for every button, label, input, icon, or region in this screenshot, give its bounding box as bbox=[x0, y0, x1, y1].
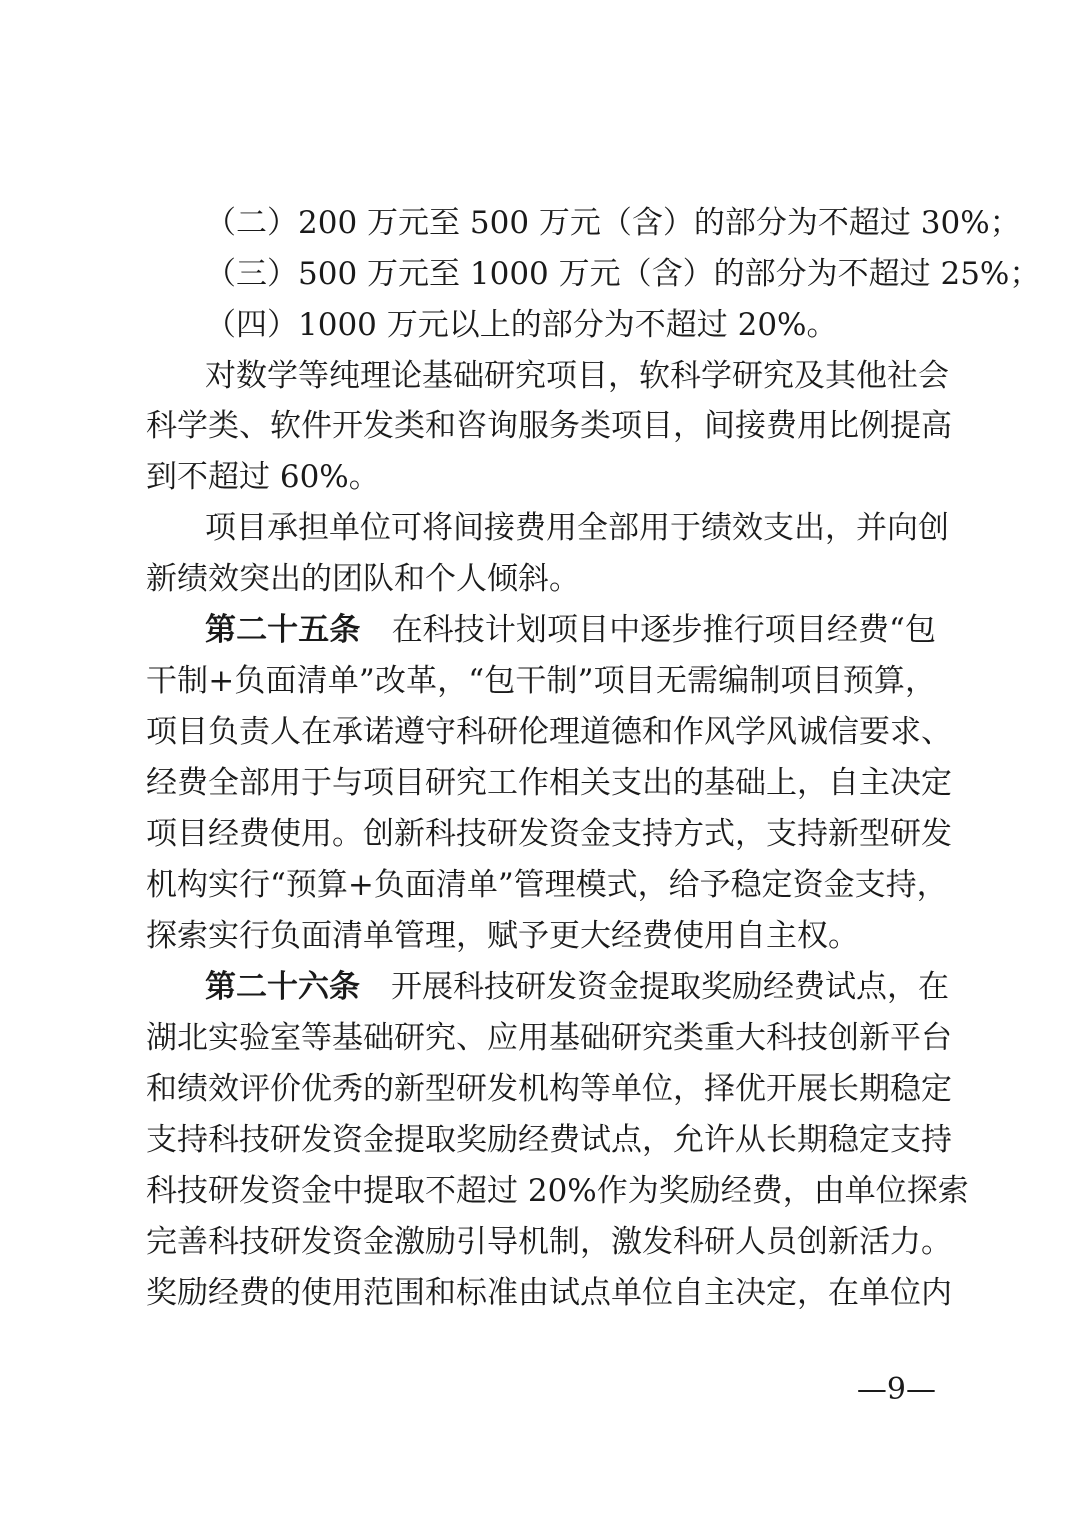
article-26-line: 湖北实验室等基础研究、应用基础研究类重大科技创新平台 bbox=[146, 1020, 952, 1056]
article-26-heading: 第二十六条 bbox=[205, 969, 360, 1005]
article-25-line: 探索实行负面清单管理，赋予更大经费使用自主权。 bbox=[146, 918, 859, 954]
article-25-line: 项目负责人在承诺遵守科研伦理道德和作风学风诚信要求、 bbox=[146, 714, 952, 750]
paragraph-performance-line: 项目承担单位可将间接费用全部用于绩效支出，并向创 bbox=[205, 510, 949, 546]
list-item-2: （二）200 万元至 500 万元（含）的部分为不超过 30%； bbox=[205, 205, 1021, 241]
article-26-line: 科技研发资金中提取不超过 20%作为奖励经费，由单位探索 bbox=[146, 1173, 969, 1209]
paragraph-theory-line: 到不超过 60%。 bbox=[146, 459, 380, 495]
page-number: —9— bbox=[856, 1372, 936, 1407]
list-item-4: （四）1000 万元以上的部分为不超过 20%。 bbox=[205, 307, 838, 343]
article-25-line: 经费全部用于与项目研究工作相关支出的基础上，自主决定 bbox=[146, 765, 952, 801]
article-25-line: 干制+负面清单”改革，“包干制”项目无需编制项目预算， bbox=[146, 663, 936, 699]
article-25-line: 机构实行“预算+负面清单”管理模式，给予稳定资金支持， bbox=[146, 867, 948, 903]
article-26-line: 和绩效评价优秀的新型研发机构等单位，择优开展长期稳定 bbox=[146, 1071, 952, 1107]
paragraph-theory-line: 科学类、软件开发类和咨询服务类项目，间接费用比例提高 bbox=[146, 408, 952, 444]
article-26-line: 支持科技研发资金提取奖励经费试点，允许从长期稳定支持 bbox=[146, 1122, 952, 1158]
article-25-first-line bbox=[205, 610, 936, 650]
article-25-heading: 第二十五条 bbox=[205, 612, 361, 648]
article-26-line: 完善科技研发资金激励引导机制，激发科研人员创新活力。 bbox=[146, 1224, 952, 1260]
article-26-first-line-text: 开展科技研发资金提取奖励经费试点，在 bbox=[391, 969, 949, 1005]
article-25-line: 项目经费使用。创新科技研发资金支持方式，支持新型研发 bbox=[146, 816, 952, 852]
paragraph-theory-line: 对数学等纯理论基础研究项目，软科学研究及其他社会 bbox=[205, 358, 949, 394]
paragraph-performance-line: 新绩效突出的团队和个人倾斜。 bbox=[146, 561, 580, 597]
article-26-line: 奖励经费的使用范围和标准由试点单位自主决定，在单位内 bbox=[146, 1275, 952, 1311]
list-item-3: （三）500 万元至 1000 万元（含）的部分为不超过 25%； bbox=[205, 256, 1041, 292]
article-25-first-line-text: 在科技计划项目中逐步推行项目经费“包 bbox=[391, 612, 936, 648]
article-26-first-line bbox=[205, 967, 949, 1007]
